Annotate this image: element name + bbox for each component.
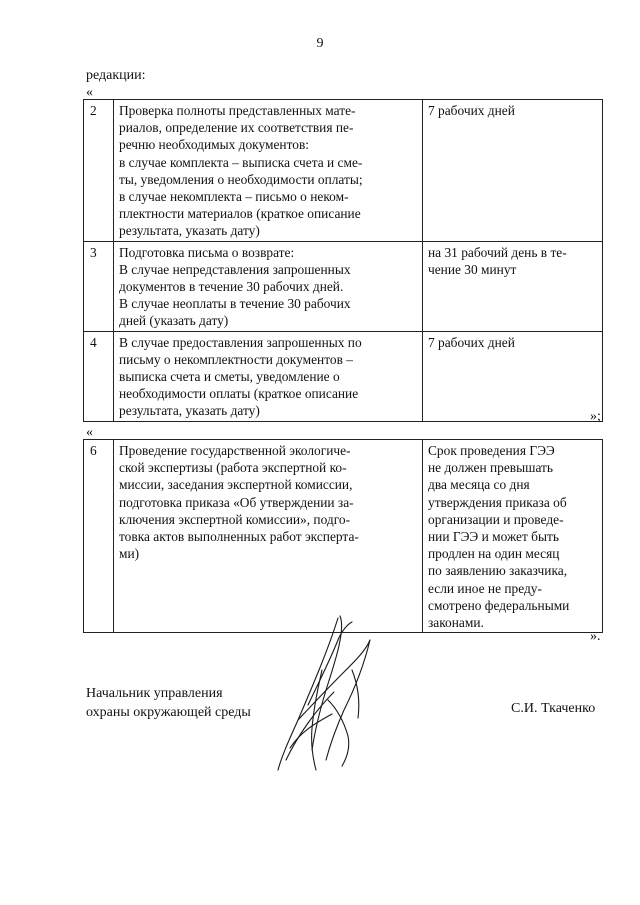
row-term: 7 рабочих дней bbox=[423, 100, 603, 242]
row-number: 3 bbox=[84, 241, 114, 331]
open-quote-2: « bbox=[86, 425, 93, 440]
row-number: 2 bbox=[84, 100, 114, 242]
close-quote-2: ». bbox=[590, 629, 601, 644]
page-number: 9 bbox=[316, 36, 324, 51]
signatory-name: С.И. Ткаченко bbox=[511, 701, 596, 716]
row-number: 4 bbox=[84, 331, 114, 421]
table-row bbox=[84, 331, 603, 421]
table-row bbox=[84, 440, 603, 633]
table-stages-2 bbox=[83, 439, 603, 633]
row-action: Подготовка письма о возврате: В случае непредставления запрошенных документов в течение 30 рабочих дней. В случае неоплаты в течение 30 рабочих дней (указать дату) bbox=[114, 241, 423, 331]
table-stages-1 bbox=[83, 99, 603, 422]
table-row bbox=[84, 100, 603, 242]
role-line-2: охраны окружающей среды bbox=[86, 705, 251, 720]
row-action: Проверка полноты представленных мате- риалов, определение их соответствия пе- речню необходимых документов: в случае комплекта – выписка счета и сме- ты, уведомления о необходимости оплаты; в случае некомплекта – письмо о неком- плектности материалов (краткое описание результата, указать дату) bbox=[114, 100, 423, 242]
row-number: 6 bbox=[84, 440, 114, 633]
role-line-1: Начальник управления bbox=[86, 686, 223, 701]
row-term: 7 рабочих дней bbox=[423, 331, 603, 421]
signatory-role bbox=[86, 684, 251, 722]
table-row bbox=[84, 241, 603, 331]
intro-text: редакции: bbox=[86, 68, 146, 83]
row-term: Срок проведения ГЭЭ не должен превышать два месяца со дня утверждения приказа об организации и проведе- нии ГЭЭ и может быть продлен на один месяц по заявлению заказчика, если иное не преду- смотрено федеральными законами. bbox=[423, 440, 603, 633]
row-action: В случае предоставления запрошенных по письму о некомплектности документов – выписка счета и сметы, уведомление о необходимости оплаты (краткое описание результата, указать дату) bbox=[114, 331, 423, 421]
close-quote: »; bbox=[590, 409, 601, 424]
row-action: Проведение государственной экологиче- ской экспертизы (работа экспертной ко- миссии, заседания экспертной комиссии, подготовка приказа «Об утверждении за- ключения экспертной комиссии», подго- товка актов выполненных работ эксперта- ми) bbox=[114, 440, 423, 633]
open-quote: « bbox=[86, 85, 93, 100]
row-term: на 31 рабочий день в те- чение 30 минут bbox=[423, 241, 603, 331]
handwritten-signature bbox=[268, 610, 388, 780]
